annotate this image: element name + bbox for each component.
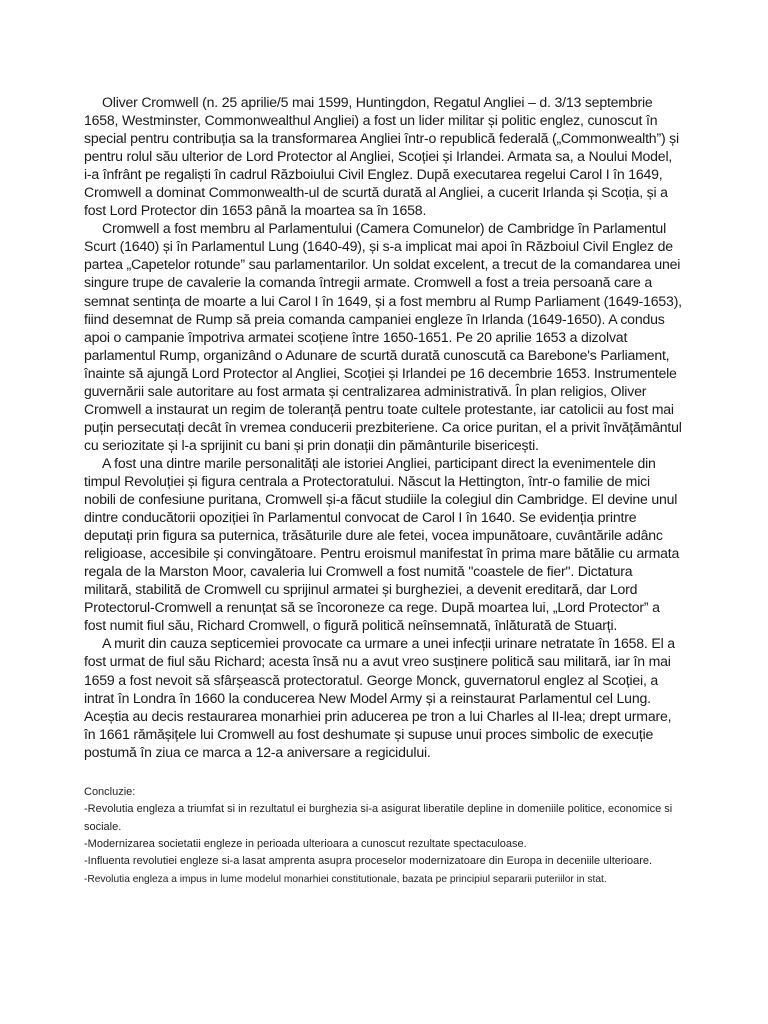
conclusion-item: -Revolutia engleza a impus in lume modelul monarhiei constitutionale, bazata pe principiul separarii puteriilor in stat. [84, 873, 607, 885]
conclusion-title: Concluzie: [84, 785, 136, 798]
conclusion-item: -Modernizarea societatii engleze in perioada ulterioara a cunoscut rezultate spectaculoase. [84, 837, 527, 850]
conclusion-section [84, 784, 682, 888]
document-body [84, 93, 682, 761]
paragraph-cromwell-intro: Oliver Cromwell (n. 25 aprilie/5 mai 1599, Huntingdon, Regatul Angliei – d. 3/13 septembrie 1658, Westminster, Commonwealthul Angliei) a fost un lider militar și politic englez, cunoscut în special pentru contribuția sa la transformarea Angliei într-o republică federală („Commonwealth”) și pentru rolul său ulterior de Lord Protector al Angliei, Scoției și Irlandei. Armata sa, a Noului Model, i-a înfrânt pe regaliști în cadrul Războiului Civil Englez. După executarea regelui Carol I în 1649, Cromwell a dominat Commonwealth-ul de scurtă durată al Angliei, a cucerit Irlanda și Scoția, și a fost Lord Protector din 1653 până la moartea sa în 1658. [84, 94, 679, 219]
conclusion-item: -Revolutia engleza a triumfat si in rezultatul ei burghezia si-a asigurat liberatile depline in domeniile politice, economice si sociale. [84, 803, 673, 833]
conclusion-item: -Influenta revolutiei engleze si-a lasat amprenta asupra proceselor modernizatoare din Europa in deceniile ulterioare. [84, 855, 653, 868]
paragraph-parliament-career: Cromwell a fost membru al Parlamentului (Camera Comunelor) de Cambridge în Parlamentul Scurt (1640) și în Parlamentul Lung (1640-49), și s-a implicat mai apoi în Războiul Civil Englez de partea „Capetelor rotunde” sau parlamentarilor. Un soldat excelent, a trecut de la comandarea unei singure trupe de cavalerie la comanda întregii armate. Cromwell a fost a treia persoană care a semnat sentința de moarte a lui Carol I în 1649, și a fost membru al Rump Parliament (1649-1653), fiind desemnat de Rump să preia comanda campaniei engleze în Irlanda (1649-1650). A condus apoi o campanie împotriva armatei scoțiene între 1650-1651. Pe 20 aprilie 1653 a dizolvat parlamentul Rump, organizând o Adunare de scurtă durată cunoscută ca Barebone's Parliament, înainte să ajungă Lord Protector al Angliei, Scoției și Irlandei pe 16 decembrie 1653. Instrumentele guvernării sale autoritare au fost armata și centralizarea administrativă. În plan religios, Oliver Cromwell a instaurat un regim de toleranță pentru toate cultele protestante, iar catolicii au fost mai puțin persecutați decât în vremea conducerii prezbiteriene. Ca orice puritan, el a privit învățământul cu seriozitate și l-a sprijinit cu bani și prin donații din pământurile bisericești. [84, 220, 682, 453]
paragraph-death-restoration: A murit din cauza septicemiei provocate ca urmare a unei infecții urinare netratate în 1658. El a fost urmat de fiul său Richard; acesta însă nu a avut vreo susținere politică sau militară, iar în mai 1659 a fost nevoit să sfârșească protectoratul. George Monck, guvernatorul englez al Scoției, a intrat în Londra în 1660 la conducerea New Model Army și a reinstaurat Parlamentul cel Lung. Aceștia au decis restaurarea monarhiei prin aducerea pe tron a lui Charles al II-lea; drept urmare, în 1661 rămășițele lui Cromwell au fost deshumate și supuse unui proces simbolic de execuție postumă în ziua ce marca a 12-a aniversare a regicidului. [84, 635, 675, 760]
paragraph-personality: A fost una dintre marile personalități ale istoriei Angliei, participant direct la evenimentele din timpul Revoluției și figura centrala a Protectoratului. Născut la Hettington, într-o familie de mici nobili de confesiune puritana, Cromwell și-a făcut studiile la colegiul din Cambridge. El devine unul dintre conducătorii opoziției în Parlamentul convocat de Carol I în 1640. Se evidenția printre deputați prin figura sa puternica, trăsăturile dure ale fetei, vocea impunătoare, cuvântările adânc religioase, accesibile și convingătoare. Pentru eroismul manifestat în prima mare bătălie cu armata regala de la Marston Moor, cavaleria lui Cromwell a fost numită "coastele de fier". Dictatura militară, stabilită de Cromwell cu sprijinul armatei și burgheziei, a devenit ereditară, dar Lord Protectorul-Cromwell a renunțat să se încoroneze ca rege. După moartea lui, „Lord Protector” a fost numit fiul său, Richard Cromwell, o figură politică neînsemnată, înlăturată de Stuarți. [84, 454, 680, 634]
